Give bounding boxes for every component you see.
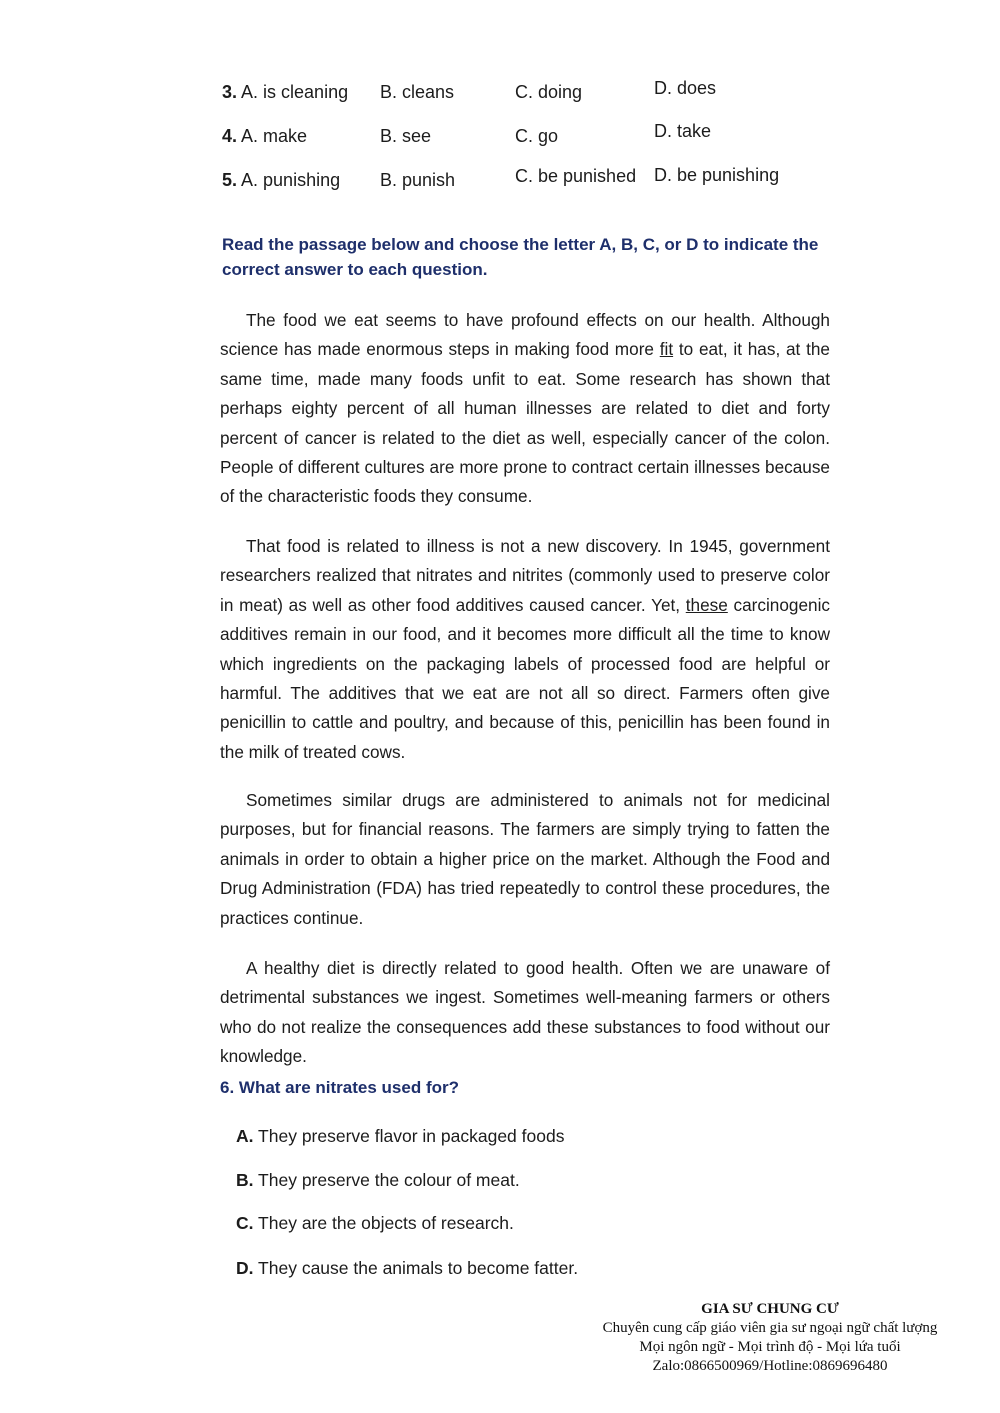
passage-paragraph-1: The food we eat seems to have profound effects on our health. Although science has made enormous steps in making food more fit to eat, it has, at the same time, made many foods unfit to eat. Some research has shown that perhaps eighty percent of all human illnesses are related to diet and forty percent of cancer is related to the diet as well, especially cancer of the colon. People of different cultures are more prone to contract certain illnesses because of the characteristic foods they consume. [220, 310, 830, 507]
passage-paragraph-3: Sometimes similar drugs are administered to animals not for medicinal purposes, but for financial reasons. The farmers are simply trying to fatten the animals in order to obtain a higher price on the market. Although the Food and Drug Administration (FDA) has tried repeatedly to control these procedures, the practices continue. [220, 790, 830, 928]
question-5-option-a: 5. A. punishing [222, 170, 341, 190]
question-6-option-a[interactable]: A. They preserve flavor in packaged foods [236, 1126, 565, 1146]
question-3-option-a: 3. A. is cleaning [222, 82, 349, 102]
question-6-option-d[interactable]: D. They cause the animals to become fatter. [236, 1258, 579, 1278]
question-3-row [222, 78, 822, 112]
question-3-option-b: B. cleans [380, 82, 455, 102]
question-5-option-c: C. be punished [515, 166, 637, 186]
footer-line-2: Mọi ngôn ngữ - Mọi trình độ - Mọi lứa tuổi [639, 1339, 901, 1355]
question-4-option-d: D. take [654, 121, 712, 141]
question-5-option-d: D. be punishing [654, 165, 780, 185]
underlined-word-fit: fit [659, 339, 674, 360]
question-5-option-b: B. punish [380, 170, 456, 190]
question-3-option-d: D. does [654, 78, 717, 98]
question-4-option-b: B. see [380, 126, 432, 146]
underlined-word-these: these [685, 594, 728, 615]
question-6-option-b[interactable]: B. They preserve the colour of meat. [236, 1170, 520, 1190]
passage-paragraph-4: A healthy diet is directly related to good health. Often we are unaware of detrimental substances we ingest. Sometimes well-meaning farmers or others who do not realize the consequences add these substances to food without our knowledge. [220, 958, 830, 1067]
footer-title: GIA SƯ CHUNG CƯ [701, 1301, 839, 1317]
footer-line-3: Zalo:0866500969/Hotline:0869696480 [652, 1358, 888, 1374]
question-4-row [222, 121, 822, 156]
question-4-option-c: C. go [515, 126, 559, 146]
tutor-advert-footer [560, 1300, 980, 1376]
question-5-row [222, 165, 822, 200]
reading-instruction: Read the passage below and choose the letter A, B, C, or D to indicate the correct answer to each question. [222, 235, 819, 279]
question-6-stem: 6. What are nitrates used for? [220, 1078, 459, 1097]
question-3-option-c: C. doing [515, 82, 583, 102]
passage-paragraph-2: That food is related to illness is not a new discovery. In 1945, government researchers realized that nitrates and nitrites (commonly used to preserve color in meat) as well as other food additives caused cancer. Yet, these carcinogenic additives remain in our food, and it becomes more difficult all the time to know which ingredients on the packaging labels of processed food are helpful or harmful. The additives that we eat are not all so direct. Farmers often give penicillin to cattle and poultry, and because of this, penicillin has been found in the milk of treated cows. [220, 536, 830, 762]
question-4-option-a: 4. A. make [222, 126, 308, 146]
footer-line-1: Chuyên cung cấp giáo viên gia sư ngoại ngữ chất lượng [602, 1320, 938, 1336]
question-6-option-c[interactable]: C. They are the objects of research. [236, 1213, 514, 1233]
